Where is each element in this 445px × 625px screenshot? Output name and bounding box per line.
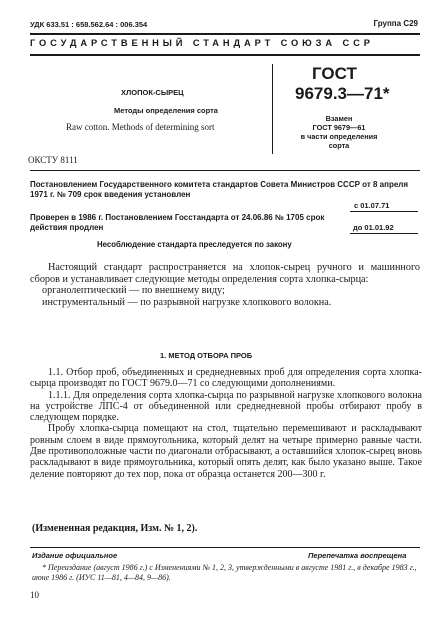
replacement-line: ГОСТ 9679—61 <box>312 123 366 132</box>
decree-text: Постановлением Государственного комитета стандартов Совета Министров СССР от 8 апреля 1971 г. № 709 срок введения установлен <box>30 180 409 199</box>
reprint-notice: Перепечатка воспрещена <box>308 551 407 560</box>
replacement-line: сорта <box>328 141 350 150</box>
page-number: 10 <box>30 590 39 600</box>
section-paragraph: 1.1. Отбор проб, объединенных и среднедневных проб для определения сорта хлопка-сырца производят по ГОСТ 9679.0—71 со следующими дополнениями. <box>30 367 422 390</box>
okstu-rule <box>30 170 420 171</box>
edition-note: (Измененная редакция, Изм. № 1, 2). <box>32 523 198 534</box>
intro-date-rule <box>350 211 418 212</box>
footnote: * Переиздание (август 1986 г.) с Изменениями № 1, 2, 3, утвержденными в августе 1981 г., в декабре 1983 г., июне 1986 г. (ИУС 11—81, 4—84, 9—86). <box>32 563 417 582</box>
gost-number: 9679.3—71* <box>295 84 390 103</box>
section-heading: 1. МЕТОД ОТБОРА ПРОБ <box>160 351 253 360</box>
title-divider <box>272 64 273 154</box>
group-code: Группа С29 <box>373 19 418 28</box>
replacement-line: Взамен <box>325 114 353 123</box>
okstu-code: ОКСТУ 8111 <box>28 155 78 165</box>
section-paragraph: 1.1.1. Для определения сорта хлопка-сырца по разрывной нагрузке хлопкового волокна на устройстве ЛПС-4 от объединенной или среднедневной пробы отбирают пробу в следующем порядке. <box>30 389 422 424</box>
state-standard-title: ГОСУДАРСТВЕННЫЙ СТАНДАРТ СОЮЗА ССР <box>30 38 374 48</box>
product-subtitle: Методы определения сорта <box>114 106 218 115</box>
publication-label: Издание официальное <box>32 551 118 560</box>
intro-paragraph: Настоящий стандарт распространяется на хлопок-сырец ручного и машинного сборов и устанавливает следующие методы определения сорта хлопка-сырца: <box>30 262 420 285</box>
violation-notice: Несоблюдение стандарта преследуется по закону <box>97 240 292 249</box>
section-paragraph: Пробу хлопка-сырца помещают на стол, тщательно перемешивают и раскладывают ровным слоем в виде прямоугольника, который делят на четыре примерно равные части. Две противоположные части по диагонали отбрасывают, а оставшийся хлопок-сырец вновь раскладывают в виде прямоугольника, который опять делят, как было указано выше. Такое деление повторяют до тех пор, пока от образца останется 200—300 г. <box>30 423 422 480</box>
intro-date: с 01.07.71 <box>354 201 390 210</box>
intro-paragraph: органолептический — по внешнему виду; <box>42 285 225 297</box>
footer-rule <box>30 547 420 548</box>
gost-label: ГОСТ <box>312 64 357 83</box>
section-body <box>30 367 422 480</box>
check-text: Проверен в 1986 г. Постановлением Госстандарта от 24.06.86 № 1705 срок действия продлен <box>30 213 325 232</box>
intro-body <box>30 262 420 308</box>
top-rule <box>30 33 420 35</box>
extended-date-rule <box>350 233 418 234</box>
intro-paragraph: инструментальный — по разрывной нагрузке хлопкового волокна. <box>42 296 332 308</box>
udk-code: УДК 633.51 : 658.562.64 : 006.354 <box>30 20 148 29</box>
replacement-line: в части определения <box>300 132 378 141</box>
extended-date: до 01.01.92 <box>353 223 394 232</box>
english-title: Raw cotton. Methods of determining sort <box>66 122 215 132</box>
product-title: ХЛОПОК-СЫРЕЦ <box>121 88 184 97</box>
header-rule <box>30 54 420 56</box>
replacement-note <box>279 114 399 150</box>
